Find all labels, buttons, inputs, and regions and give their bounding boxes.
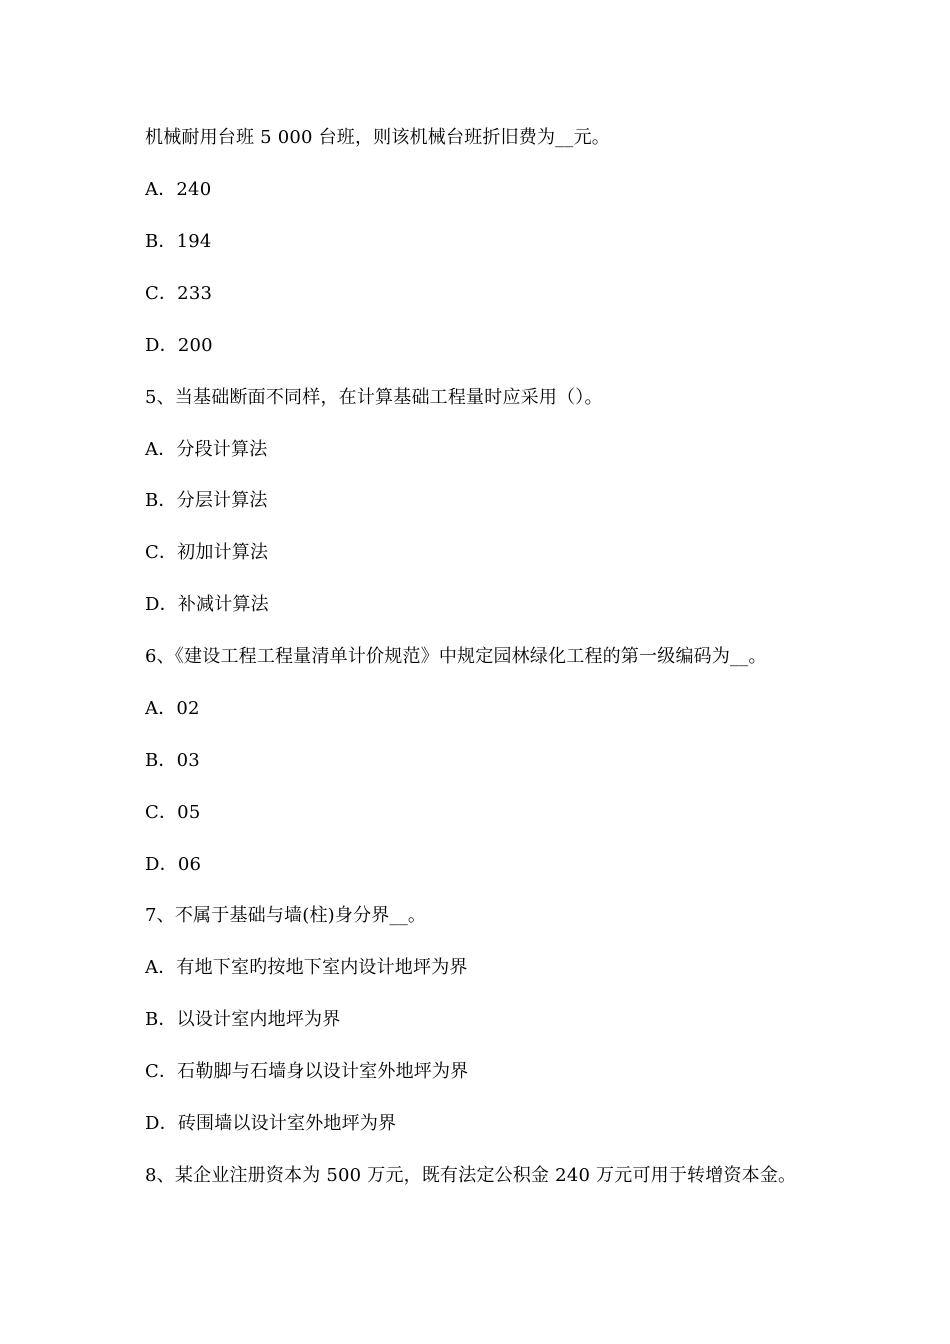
question-4-option-d: D．200	[145, 335, 213, 356]
question-4-option-a: A．240	[145, 179, 212, 200]
question-7-option-a: A．有地下室旳按地下室内设计地坪为界	[145, 957, 468, 978]
question-6-option-a: A．02	[145, 698, 200, 719]
question-4-option-c: C．233	[145, 283, 213, 304]
question-5-text: 5、当基础断面不同样，在计算基础工程量时应采用（）。	[145, 387, 603, 408]
question-5-option-d: D．补减计算法	[145, 594, 269, 615]
question-6-text: 6、《建设工程工程量清单计价规范》中规定园林绿化工程的第一级编码为__。	[145, 646, 767, 667]
question-5-option-a: A．分段计算法	[145, 439, 268, 460]
question-7-option-c: C．石勒脚与石墙身以设计室外地坪为界	[145, 1061, 469, 1082]
question-4-text-continued: 机械耐用台班 5 000 台班，则该机械台班折旧费为__元。	[145, 127, 610, 148]
question-8-text: 8、某企业注册资本为 500 万元，既有法定公积金 240 万元可用于转增资本金。	[145, 1165, 797, 1186]
question-6-option-c: C．05	[145, 802, 201, 823]
question-7-text: 7、不属于基础与墙(柱)身分界__。	[145, 905, 427, 926]
question-4-option-b: B．194	[145, 231, 212, 252]
question-6-option-b: B．03	[145, 750, 200, 771]
question-7-option-d: D．砖围墙以设计室外地坪为界	[145, 1113, 397, 1134]
question-7-option-b: B．以设计室内地坪为界	[145, 1009, 341, 1030]
question-6-option-d: D．06	[145, 854, 202, 875]
question-5-option-c: C．初加计算法	[145, 542, 269, 563]
question-5-option-b: B．分层计算法	[145, 490, 268, 511]
